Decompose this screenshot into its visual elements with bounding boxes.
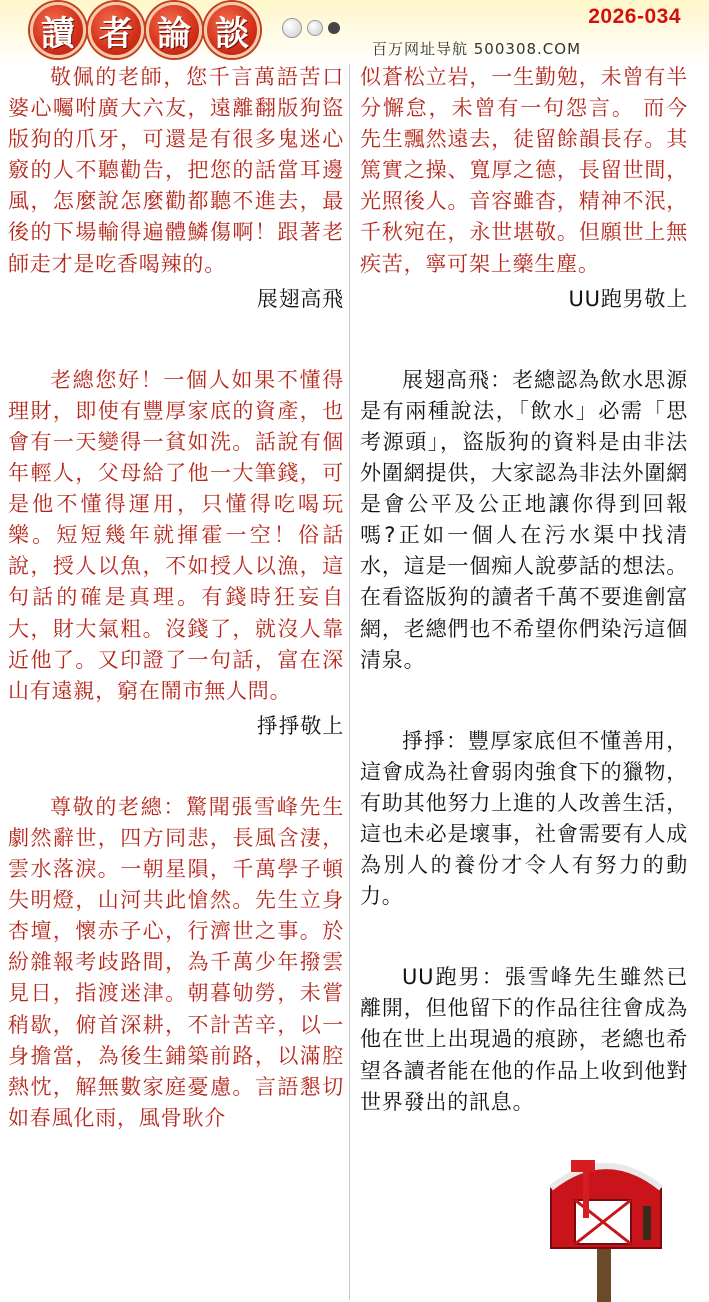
spacer (360, 315, 688, 365)
letter-signature: UU跑男敬上 (568, 286, 688, 311)
spacer (8, 742, 344, 792)
spacer (360, 912, 688, 962)
left-column (8, 62, 344, 1134)
reply-text: 展翅高飛：老總認為飲水思源是有兩種說法，「飲水」必需「思考源頭」，盜版狗的資料是由非法外圍網提供，大家認為非法外圍網是會公平及公正地讓你得到回報嗎?正如一個人在污水渠中找清水，這是一個痴人說夢話的想法。在看盜版狗的讀者千萬不要進劊富網，老總們也不希望你們染污這個清泉。 (360, 367, 688, 672)
reply-text: 掙掙：豐厚家底但不懂善用，這會成為社會弱肉強食下的獵物，有助其他努力上進的人改善生活，這也未必是壞事，社會需要有人成為別人的養份才令人有努力的動力。 (360, 728, 688, 909)
letter-text: 尊敬的老總：驚聞張雪峰先生劇然辭世，四方同悲，長風含淒，雲水落淚。一朝星隕，千萬學子頓失明燈，山河共此愴然。先生立身杏壇，懷赤子心，行濟世之事。於紛雜報考歧路間，為千萬少年撥雲見日，指渡迷津。朝暮劬勞，未嘗稍歇，俯首深耕，不計苦辛，以一身擔當，為後生鋪築前路，以滿腔熱忱，解無數家庭憂慮。言語懇切如春風化雨，風骨耿介 (8, 794, 344, 1130)
dot-icon (307, 20, 323, 36)
letter-signature: 展翅高飛 (256, 286, 344, 311)
masthead-char: 者 (88, 2, 144, 58)
column-divider (349, 64, 350, 1300)
letter-text: 敬佩的老師，您千言萬語苦口婆心囑咐廣大六友，遠離翻版狗盜版狗的爪牙，可還是有很多鬼迷心竅的人不聽勸告，把您的話當耳邊風，怎麼說怎麼勸都聽不進去，最後的下場輸得遍體鱗傷啊！跟著老師走才是吃香喝辣的。 (8, 65, 344, 276)
letter-signature: 掙掙敬上 (256, 713, 344, 738)
site-banner: 百万网址导航 500308.COM (372, 40, 582, 58)
masthead-char: 論 (146, 2, 202, 58)
dot-icon (282, 18, 302, 38)
page-header (0, 0, 709, 64)
mailbox-icon (523, 1148, 689, 1302)
reply-text: UU跑男：張雪峰先生雖然已離開，但他留下的作品往往會成為他在世上出現過的痕跡，老總也希望各讀者能在他的作品上收到他對世界發出的訊息。 (360, 965, 688, 1114)
dot-icon (328, 22, 340, 34)
letter-text: 老總您好！一個人如果不懂得理財，即使有豐厚家底的資產，也會有一天變得一貧如洗。話說有個年輕人，父母給了他一大筆錢，可是他不懂得運用，只懂得吃喝玩樂。短短幾年就揮霍一空！俗話說，授人以魚，不如授人以漁，這句話的確是真理。有錢時狂妄自大，財大氣粗。沒錢了，就沒人靠近他了。又印證了一句話，富在深山有遠親，窮在鬧市無人問。 (8, 367, 344, 703)
masthead (30, 2, 260, 58)
masthead-char: 談 (204, 2, 260, 58)
masthead-char: 讀 (30, 2, 86, 58)
letter-text: 似蒼松立岩，一生勤勉，未曾有半分懈怠，未曾有一句怨言。 而今先生飄然遠去，徒留餘韻長存。其篤實之操、寬厚之德，長留世間，光照後人。音容雖杳，精神不泯，千秋宛在，永世堪敬。但願世上無疾苦，寧可架上藥生塵。 (360, 65, 688, 276)
spacer (360, 676, 688, 726)
right-column (360, 62, 688, 1118)
spacer (8, 315, 344, 365)
decorative-dots (282, 18, 340, 38)
issue-number: 2026-034 (588, 5, 681, 28)
